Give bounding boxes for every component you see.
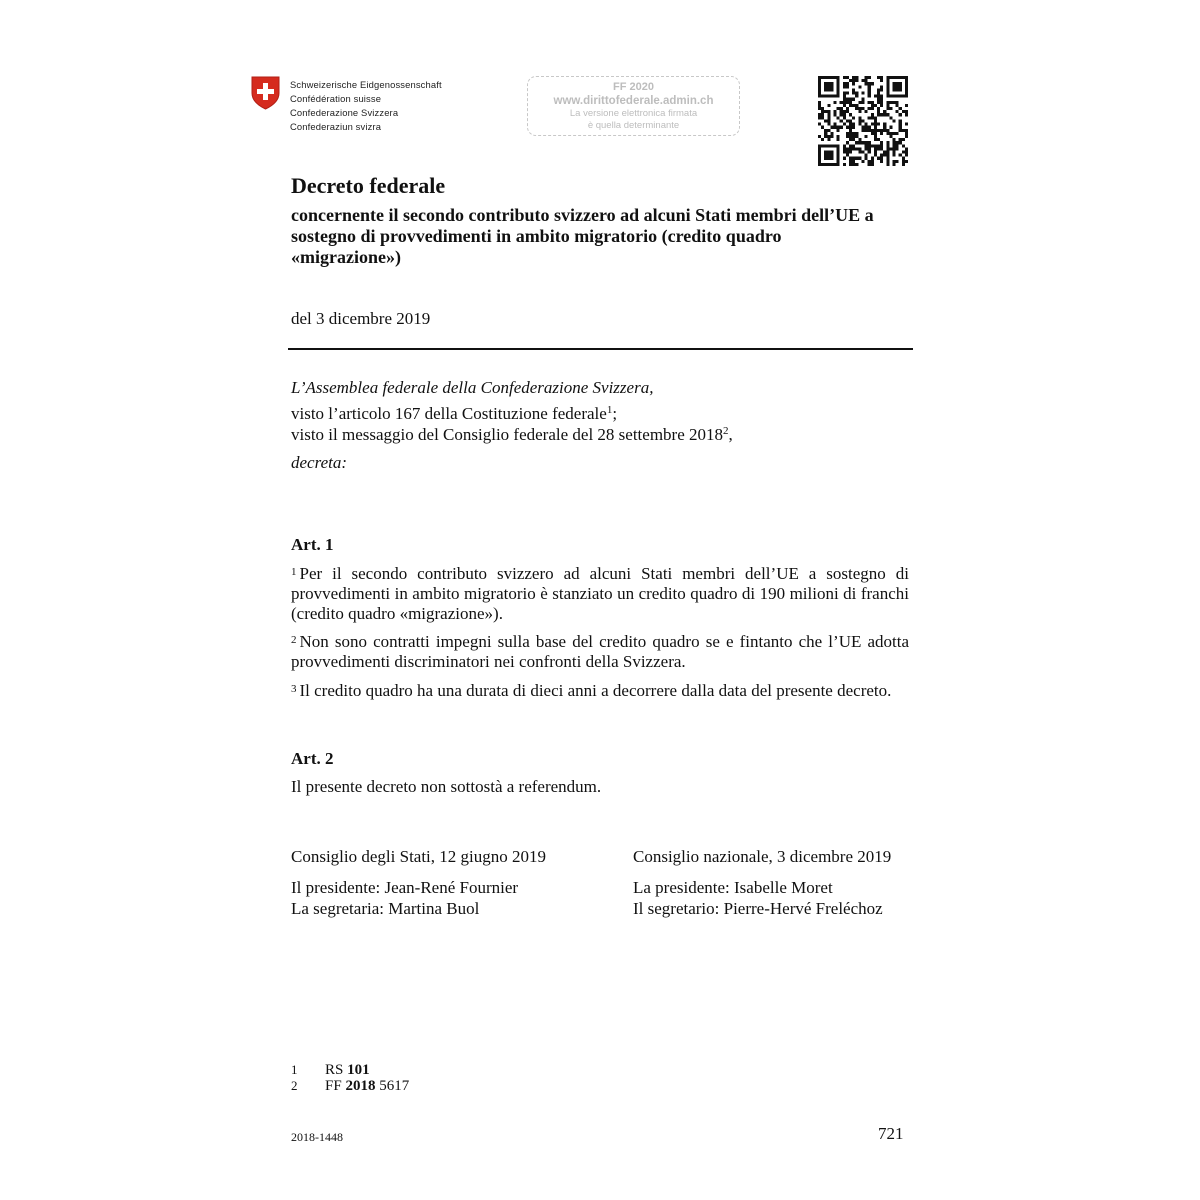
confederation-name-rm: Confederaziun svizra <box>290 121 382 132</box>
footnote-2-number: 2 <box>291 1078 298 1093</box>
paragraph-number: 2 <box>291 634 297 646</box>
preamble-line1-text: visto l’articolo 167 della Costituzione federale <box>291 404 607 423</box>
stamp-note-line1: La versione elettronica firmata <box>569 108 698 119</box>
confederation-name-it: Confederazione Svizzera <box>290 107 399 118</box>
stamp-url: www.dirittofederale.admin.ch <box>553 95 714 107</box>
document-date: del 3 dicembre 2019 <box>291 309 431 328</box>
confederation-name-fr: Confédération suisse <box>290 93 382 104</box>
footnote-2-bold: 2018 <box>345 1078 376 1094</box>
signature-left-president: Il presidente: Jean-René Fournier <box>291 878 519 897</box>
footnote-ref-2[interactable]: 2 <box>723 425 729 437</box>
preamble-assembly: L’Assemblea federale della Confederazione Svizzera, <box>291 378 654 397</box>
preamble-line-message <box>291 425 733 445</box>
preamble-line2-end: , <box>728 425 733 444</box>
footnote-1-number: 1 <box>291 1062 298 1077</box>
article-1-paragraph-1 <box>291 564 909 624</box>
footnote-1-bold: 101 <box>347 1062 370 1078</box>
title-divider <box>288 348 913 350</box>
signature-right-president: La presidente: Isabelle Moret <box>633 878 833 897</box>
stamp-note-line2: è quella determinante <box>587 120 680 131</box>
preamble-line1-end: ; <box>612 404 618 423</box>
swiss-coat-of-arms-icon <box>251 76 280 110</box>
signature-left-chamber: Consiglio degli Stati, 12 giugno 2019 <box>291 847 547 866</box>
paragraph-text: Non sono contratti impegni sulla base del credito quadro se e fintanto che l’UE adotta provvedimenti discriminatori nei confronti della Svizzera. <box>291 632 909 671</box>
document-title: Decreto federale <box>291 173 446 198</box>
qr-code-icon <box>818 76 908 166</box>
footnote-1-text <box>325 1062 370 1079</box>
footnote-2-text <box>325 1078 409 1095</box>
paragraph-number: 3 <box>291 683 297 695</box>
article-1-heading: Art. 1 <box>291 535 334 554</box>
footnote-2-prefix: FF <box>325 1078 346 1094</box>
article-2-heading: Art. 2 <box>291 749 334 768</box>
preamble-line-constitution <box>291 404 617 424</box>
preamble-decreta: decreta: <box>291 453 348 472</box>
confederation-names <box>290 78 442 134</box>
paragraph-number: 1 <box>291 566 297 578</box>
preamble-line2-text: visto il messaggio del Consiglio federale del 28 settembre 2018 <box>291 425 723 444</box>
paragraph-text: Per il secondo contributo svizzero ad alcuni Stati membri dell’UE a sostegno di provvedimenti in ambito migratorio è stanziato un credito quadro di 190 milioni di franchi (credito quadro «migrazione»). <box>291 564 909 623</box>
paragraph-text: Il credito quadro ha una durata di dieci anni a decorrere dalla data del presente decreto. <box>299 681 892 700</box>
signature-right-chamber: Consiglio nazionale, 3 dicembre 2019 <box>633 847 892 866</box>
footnote-ref-1[interactable]: 1 <box>606 404 613 416</box>
footnote-2-suffix: 5617 <box>375 1078 410 1094</box>
document-number: 2018-1448 <box>291 1130 343 1144</box>
confederation-name-de: Schweizerische Eidgenossenschaft <box>290 79 442 90</box>
article-1-paragraph-3 <box>291 681 909 701</box>
footnote-1-prefix: RS <box>325 1062 348 1078</box>
article-2-text: Il presente decreto non sottostà a referendum. <box>291 777 602 796</box>
signature-right-secretary: Il segretario: Pierre-Hervé Freléchoz <box>633 899 883 918</box>
electronic-version-stamp <box>527 76 740 136</box>
article-1-paragraph-2 <box>291 632 909 672</box>
document-subtitle: concernente il secondo contributo svizzero ad alcuni Stati membri dell’UE a sostegno di provvedimenti in ambito migratorio (credito quadro «migrazione») <box>291 205 874 267</box>
signature-left-secretary: La segretaria: Martina Buol <box>291 899 480 918</box>
stamp-gazette-ref: FF 2020 <box>613 81 654 93</box>
page-number: 721 <box>878 1124 904 1143</box>
